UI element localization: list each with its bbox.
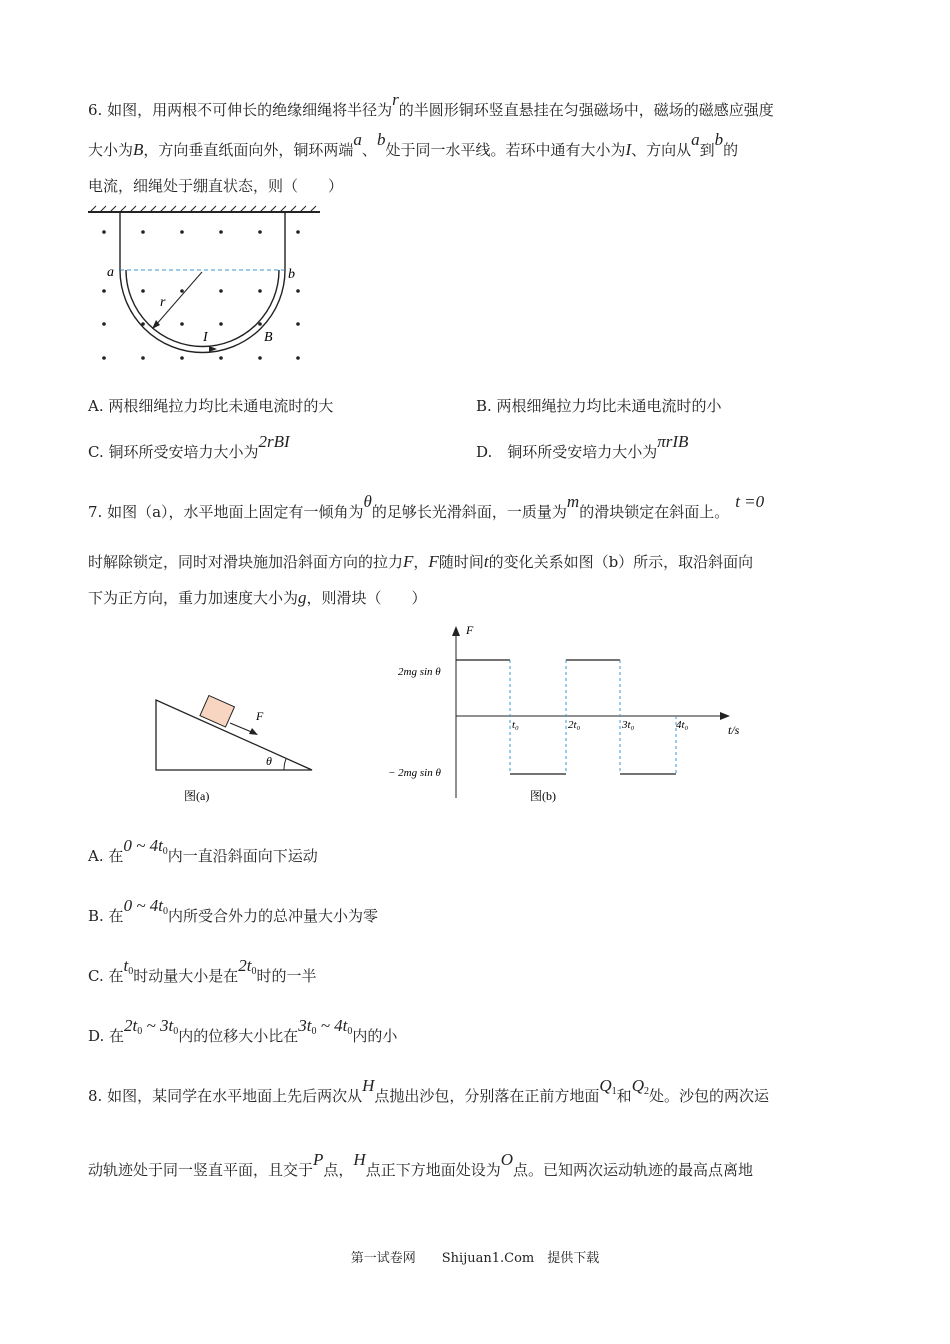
option-math: πrIB xyxy=(657,432,689,451)
fig-a-label-F: F xyxy=(256,709,264,723)
q8-text: 点。已知两次运动轨迹的最高点离地 xyxy=(513,1161,754,1179)
math-range: 0 ~ 4t xyxy=(123,836,163,855)
option-text: B. 两根细绳拉力均比未通电流时的小 xyxy=(476,397,722,415)
math-sub: 0 xyxy=(128,966,134,977)
fig-b-y-axis-label: F xyxy=(466,623,474,637)
option-math xyxy=(123,956,133,975)
q7-text: 的足够长光滑斜面，一质量为 xyxy=(371,503,567,521)
math-range: 2t xyxy=(124,1016,138,1035)
q7-text: ，则滑块（ ） xyxy=(306,589,427,607)
option-math xyxy=(124,896,168,915)
q8-text: 点抛出沙包，分别落在正前方地面 xyxy=(374,1087,600,1105)
var-B: B xyxy=(133,140,144,159)
option-math xyxy=(123,836,167,855)
option-text: C. 在 xyxy=(88,967,124,985)
math-range: 3t xyxy=(298,1016,312,1035)
math-sub: 0 xyxy=(162,906,168,917)
fig-label-B: B xyxy=(264,330,273,345)
math-t: t xyxy=(123,956,129,975)
option-math xyxy=(124,1016,178,1035)
q7-text: 的滑块锁定在斜面上。 xyxy=(579,503,730,521)
var-t-eq-0: t =0 xyxy=(735,492,765,511)
q6-line-1 xyxy=(88,90,774,120)
math-Q: Q xyxy=(599,1076,612,1095)
q7-option-D[interactable] xyxy=(88,1016,398,1052)
var-H: H xyxy=(353,1150,366,1169)
var-F: F xyxy=(403,552,414,571)
q6-text: 电流，细绳处于绷直状态，则（ ） xyxy=(88,177,344,195)
page-footer: 第一试卷网 Shijuan1.Com 提供下载 xyxy=(350,1251,600,1266)
var-b: b xyxy=(376,130,386,149)
fig-b-y-neg-label: − 2mg sin θ xyxy=(388,767,441,779)
math-sub: 0 xyxy=(173,1026,179,1037)
option-text: 内的小 xyxy=(352,1027,398,1045)
option-text: A. 两根细绳拉力均比未通电流时的大 xyxy=(88,397,334,415)
option-math: 2rBI xyxy=(258,432,290,451)
q8-text: 点， xyxy=(323,1161,354,1179)
math-Q: Q xyxy=(631,1076,644,1095)
var-F: F xyxy=(428,552,439,571)
var-g: g xyxy=(298,588,307,607)
q6-option-B[interactable] xyxy=(476,396,722,416)
option-text: 时动量大小是在 xyxy=(133,967,239,985)
q6-text: 6. 如图，用两根不可伸长的绝缘细绳将半径为 xyxy=(88,101,393,119)
q7-text: 下为正方向，重力加速度大小为 xyxy=(88,589,299,607)
q7-text: ， xyxy=(413,553,429,571)
math-range: ~ 4t xyxy=(316,1016,348,1035)
q7-text: 随时间 xyxy=(438,553,484,571)
q8-line-2 xyxy=(88,1150,754,1180)
option-text: B. 在 xyxy=(88,907,124,925)
q6-line-2 xyxy=(88,130,739,160)
fig-a-label-theta: θ xyxy=(266,754,272,768)
var-m: m xyxy=(566,492,580,511)
option-text: A. 在 xyxy=(88,847,124,865)
q7-line-1 xyxy=(88,492,765,522)
var-r: r xyxy=(392,90,399,109)
fig-label-b: b xyxy=(288,267,295,282)
fig-label-r: r xyxy=(160,295,166,310)
var-H: H xyxy=(362,1076,375,1095)
fig-b-tick-4: 4t₀ xyxy=(676,719,689,731)
fig-b-x-axis-label: t/s xyxy=(728,723,740,737)
q6-option-C[interactable] xyxy=(88,432,290,462)
q7-option-B[interactable] xyxy=(88,896,378,932)
option-text: 内所受合外力的总冲量大小为零 xyxy=(167,907,378,925)
q8-text: 动轨迹处于同一竖直平面，且交于 xyxy=(88,1161,314,1179)
var-t: t xyxy=(483,552,489,571)
q6-figure xyxy=(80,200,340,375)
q8-line-1 xyxy=(88,1076,769,1112)
q7-option-C[interactable] xyxy=(88,956,317,992)
q6-option-A[interactable] xyxy=(88,396,333,416)
q6-text: ，方向垂直纸面向外，铜环两端 xyxy=(143,141,354,159)
fig-label-a: a xyxy=(107,265,114,280)
math-sub: 2 xyxy=(643,1086,649,1097)
q7-text: 的变化关系如图（b）所示，取沿斜面向 xyxy=(488,553,754,571)
q7-text: 7. 如图（a），水平地面上固定有一倾角为 xyxy=(88,503,364,521)
math-sub: 0 xyxy=(162,846,168,857)
math-sub: 0 xyxy=(347,1026,353,1037)
q6-text: 、方向从 xyxy=(631,141,692,159)
math-sub: 0 xyxy=(137,1026,143,1037)
q8-text: 处。沙包的两次运 xyxy=(648,1087,769,1105)
q6-text: 、 xyxy=(361,141,377,159)
math-sub: 0 xyxy=(251,966,257,977)
option-math xyxy=(298,1016,352,1035)
fig-label-I: I xyxy=(203,330,208,345)
fig-a-caption: 图(a) xyxy=(184,789,210,803)
math-sub: 0 xyxy=(311,1026,317,1037)
q7-figure-a xyxy=(150,690,325,810)
option-text: 内的位移大小比在 xyxy=(178,1027,299,1045)
q6-text: 的 xyxy=(723,141,739,159)
q7-text: 时解除锁定，同时对滑块施加沿斜面方向的拉力 xyxy=(88,553,404,571)
math-range: ~ 3t xyxy=(142,1016,174,1035)
q8-text: 8. 如图，某同学在水平地面上先后两次从 xyxy=(88,1087,363,1105)
q6-line-3 xyxy=(88,176,343,196)
q7-line-3 xyxy=(88,588,427,608)
math-range: 0 ~ 4t xyxy=(123,896,163,915)
q6-text: 大小为 xyxy=(88,141,134,159)
fig-b-tick-3: 3t₀ xyxy=(622,719,635,731)
var-Q1 xyxy=(599,1076,616,1095)
option-text: D. 铜环所受安培力大小为 xyxy=(476,443,658,461)
math-t: 2t xyxy=(238,956,252,975)
var-P: P xyxy=(313,1150,324,1169)
var-Q2 xyxy=(632,1076,649,1095)
option-math xyxy=(238,956,256,975)
q7-line-2 xyxy=(88,552,753,572)
q6-text: 到 xyxy=(699,141,715,159)
option-text: 时的一半 xyxy=(256,967,317,985)
q6-text: 的半圆形铜环竖直悬挂在匀强磁场中，磁场的磁感应强度 xyxy=(398,101,774,119)
var-b: b xyxy=(714,130,724,149)
math-sub: 1 xyxy=(611,1086,617,1097)
var-a: a xyxy=(353,130,362,149)
fig-b-tick-2: 2t₀ xyxy=(568,719,581,731)
fig-b-y-pos-label: 2mg sin θ xyxy=(398,666,441,678)
option-text: C. 铜环所受安培力大小为 xyxy=(88,443,259,461)
option-text: D. 在 xyxy=(88,1027,125,1045)
var-O: O xyxy=(500,1150,513,1169)
q7-figure-b xyxy=(380,620,760,810)
q6-text: 处于同一水平线。若环中通有大小为 xyxy=(385,141,626,159)
q8-text: 点正下方地面处设为 xyxy=(365,1161,501,1179)
fig-b-caption: 图(b) xyxy=(530,789,556,803)
q6-option-D[interactable] xyxy=(476,432,689,462)
q8-text: 和 xyxy=(616,1087,632,1105)
var-a: a xyxy=(691,130,700,149)
var-I: I xyxy=(625,140,632,159)
fig-b-tick-1: t₀ xyxy=(512,719,519,731)
var-theta: θ xyxy=(363,492,372,511)
option-text: 内一直沿斜面向下运动 xyxy=(167,847,318,865)
q7-option-A[interactable] xyxy=(88,836,318,872)
